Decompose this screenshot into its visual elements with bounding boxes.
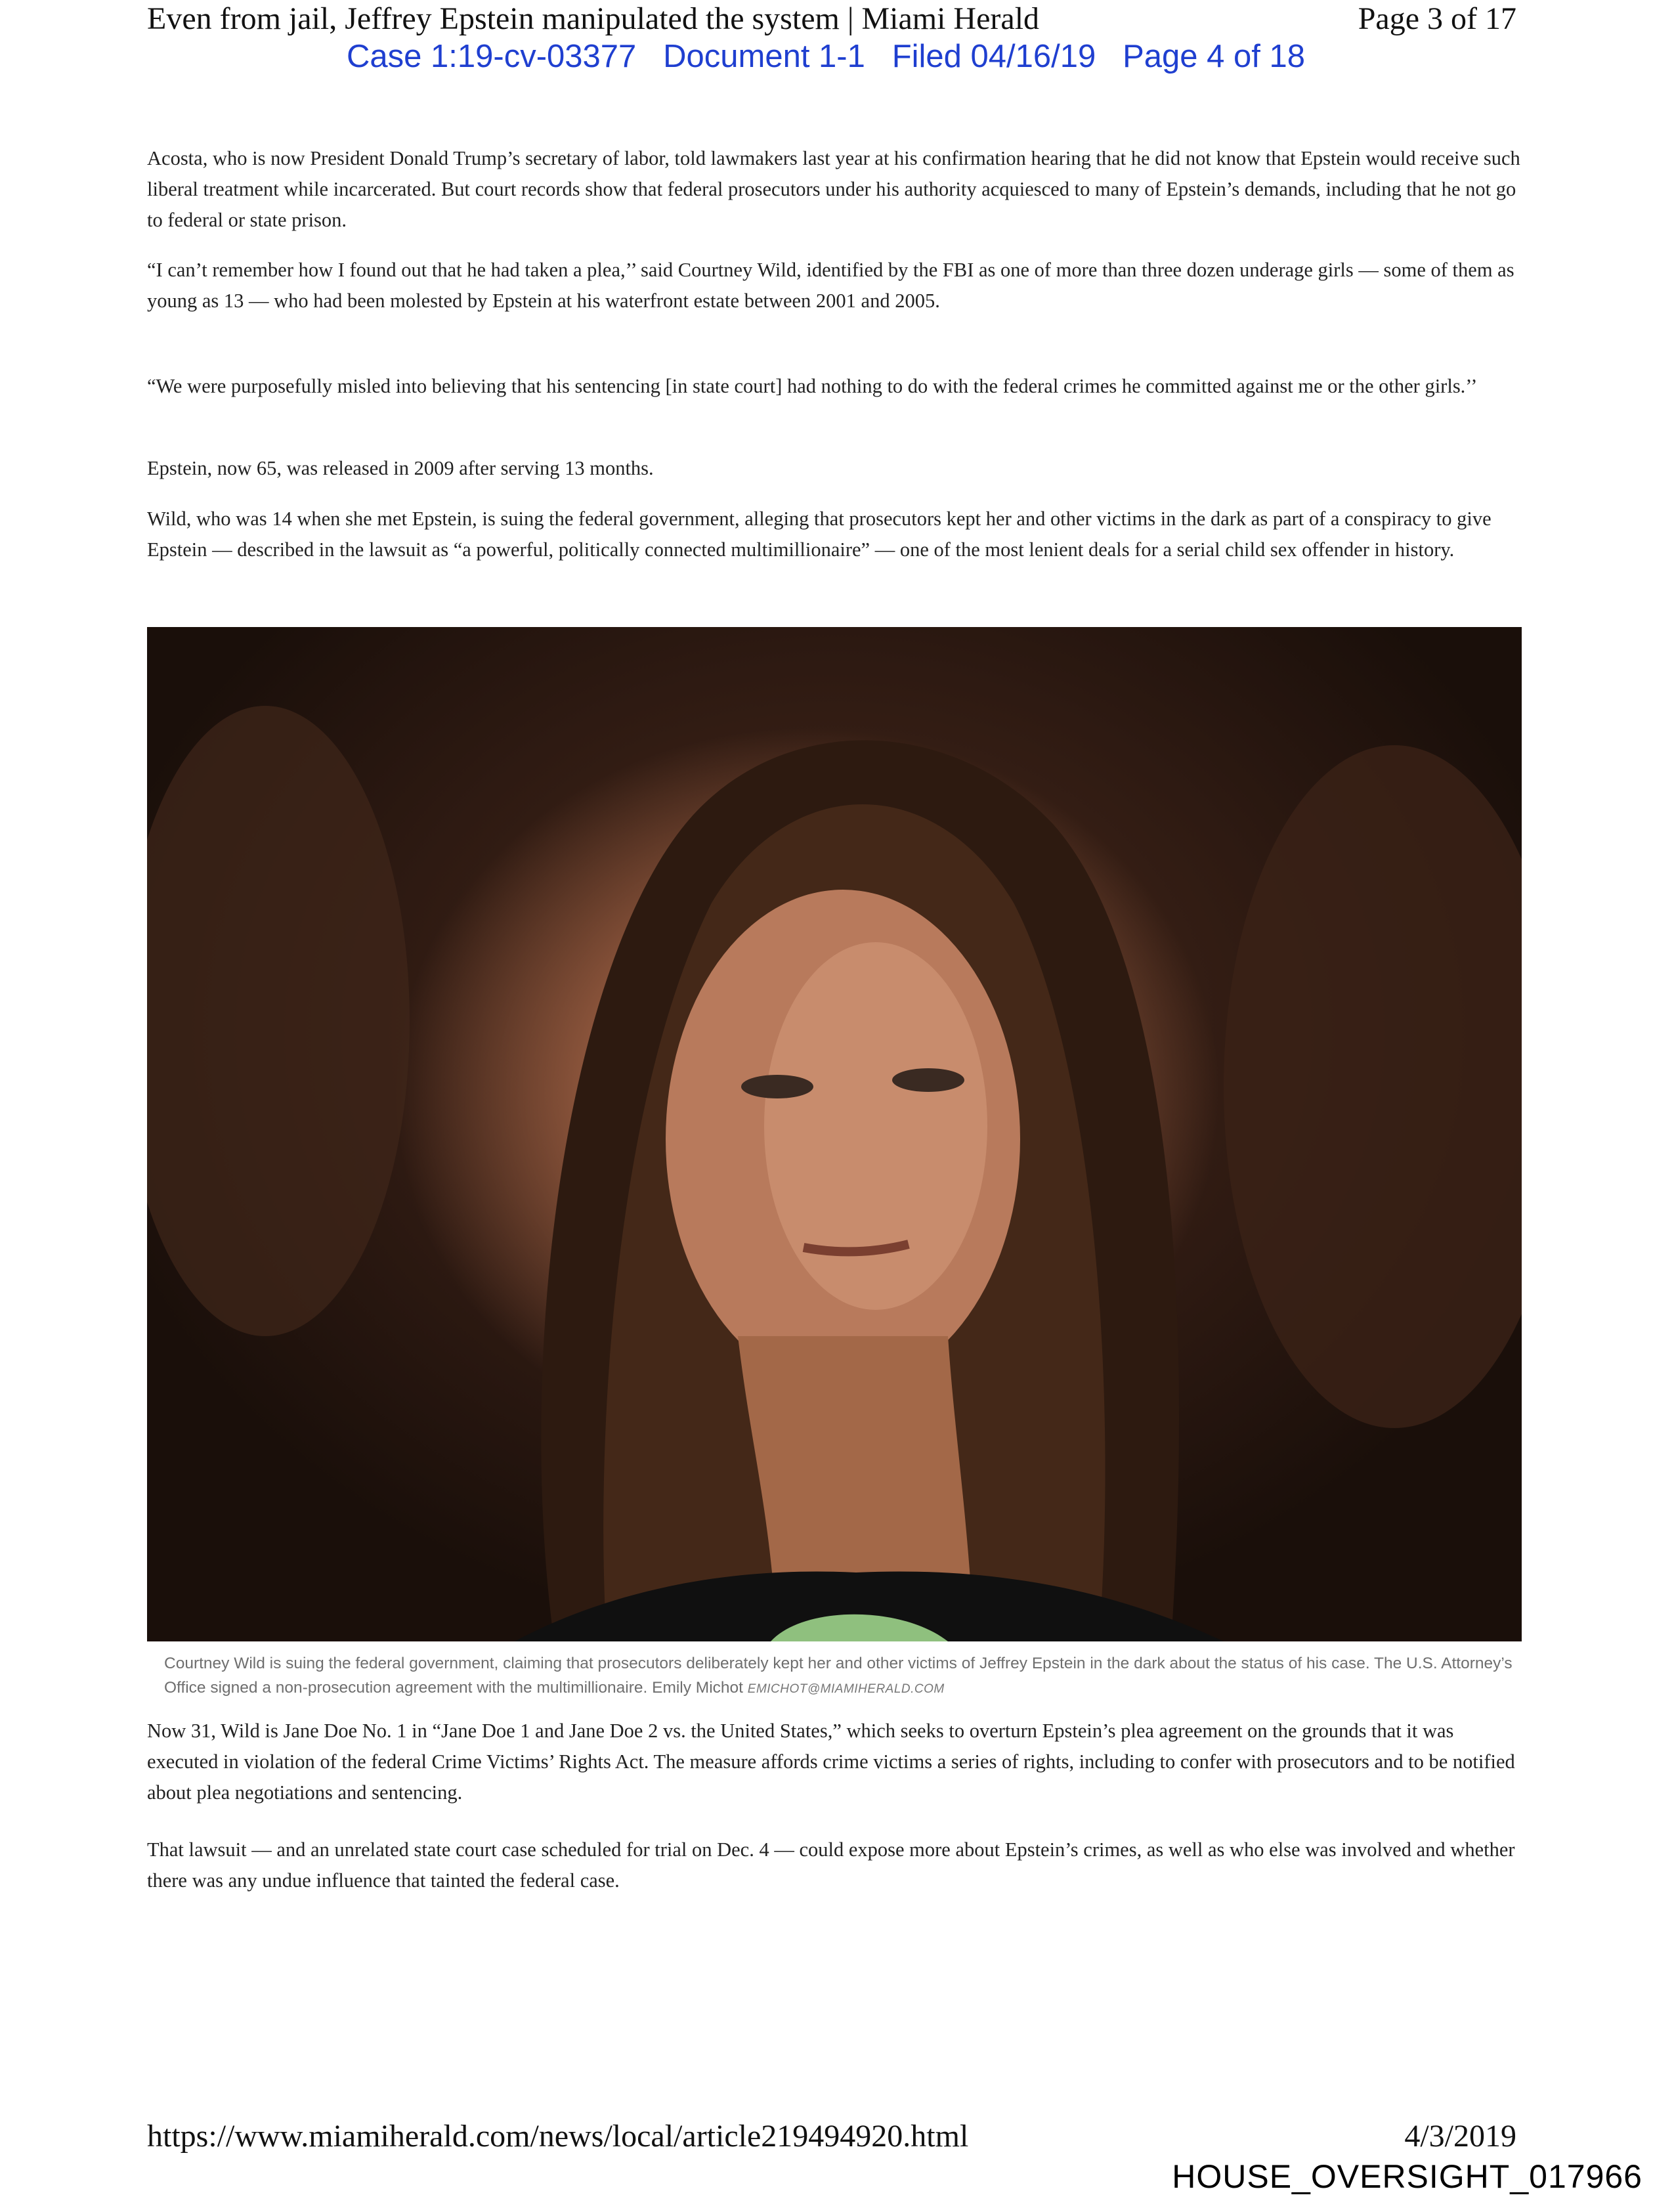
page-number: Page 3 of 17 [1358,1,1516,36]
paragraph-release: Epstein, now 65, was released in 2009 after serving 13 months. [147,457,654,479]
court-filing-stamp [347,37,1305,76]
article-photo [147,627,1522,1641]
paragraph-state-case: That lawsuit — and an unrelated state court case scheduled for trial on Dec. 4 — could expose more about Epstein’s crimes, as well as who else was involved and whether there was any undue influence that tainted the federal case. [147,1838,1515,1892]
paragraph-misled-quote: “We were purposefully misled into believing that his sentencing [in state court] had nothing to do with the federal crimes he committed against me or the other girls.’’ [147,375,1478,397]
paragraph-lawsuit: Wild, who was 14 when she met Epstein, is suing the federal government, alleging that prosecutors kept her and other victims in the dark as part of a conspiracy to give Epstein — described in the lawsuit as “a powerful, politically connected multimillionaire” — one of the most lenient deals for a serial child sex offender in history. [147,508,1492,561]
case-number: Case 1:19-cv-03377 [347,39,637,74]
paragraph-acosta: Acosta, who is now President Donald Trump’s secretary of labor, told lawmakers last year at his confirmation hearing that he did not know that Epstein would receive such liberal treatment while incarcerated. But court records show that federal prosecutors under his authority acquiesced to many of Epstein’s demands, including that he not go to federal or state prison. [147,147,1520,231]
print-date: 4/3/2019 [1404,2119,1516,2154]
paragraph-wild-quote: “I can’t remember how I found out that he had taken a plea,’’ said Courtney Wild, identified by the FBI as one of more than three dozen underage girls — some of them as young as 13 — who had been molested by Epstein at his waterfront estate between 2001 and 2005. [147,259,1514,312]
photo-credit-tag: EMICHOT@MIAMIHERALD.COM [747,1682,945,1696]
article-url: https://www.miamiherald.com/news/local/article219494920.html [147,2119,969,2154]
bates-number: HOUSE_OVERSIGHT_017966 [1172,2158,1642,2195]
portrait-illustration [147,627,1522,1641]
caption-text: Courtney Wild is suing the federal government, claiming that prosecutors deliberately kept her and other victims of Jeffrey Epstein in the dark about the status of his case. The U.S. Attorney’s Office signed a non-prosecution agreement with the multimillionaire. Emily Michot [164,1655,1513,1697]
paragraph-jane-doe: Now 31, Wild is Jane Doe No. 1 in “Jane Doe 1 and Jane Doe 2 vs. the United States,” which seeks to overturn Epstein’s plea agreement on the grounds that it was executed in violation of the federal Crime Victims’ Rights Act. The measure affords crime victims a series of rights, including to confer with prosecutors and to be notified about plea negotiations and sentencing. [147,1720,1515,1804]
print-footer [147,2117,1516,2156]
print-header [147,0,1516,38]
filed-date: Filed 04/16/19 [891,39,1096,74]
photo-caption [164,1651,1516,1701]
document-number: Document 1-1 [663,39,865,74]
article-title: Even from jail, Jeffrey Epstein manipulated the system | Miami Herald [147,1,1040,36]
filing-page-number: Page 4 of 18 [1123,39,1306,74]
